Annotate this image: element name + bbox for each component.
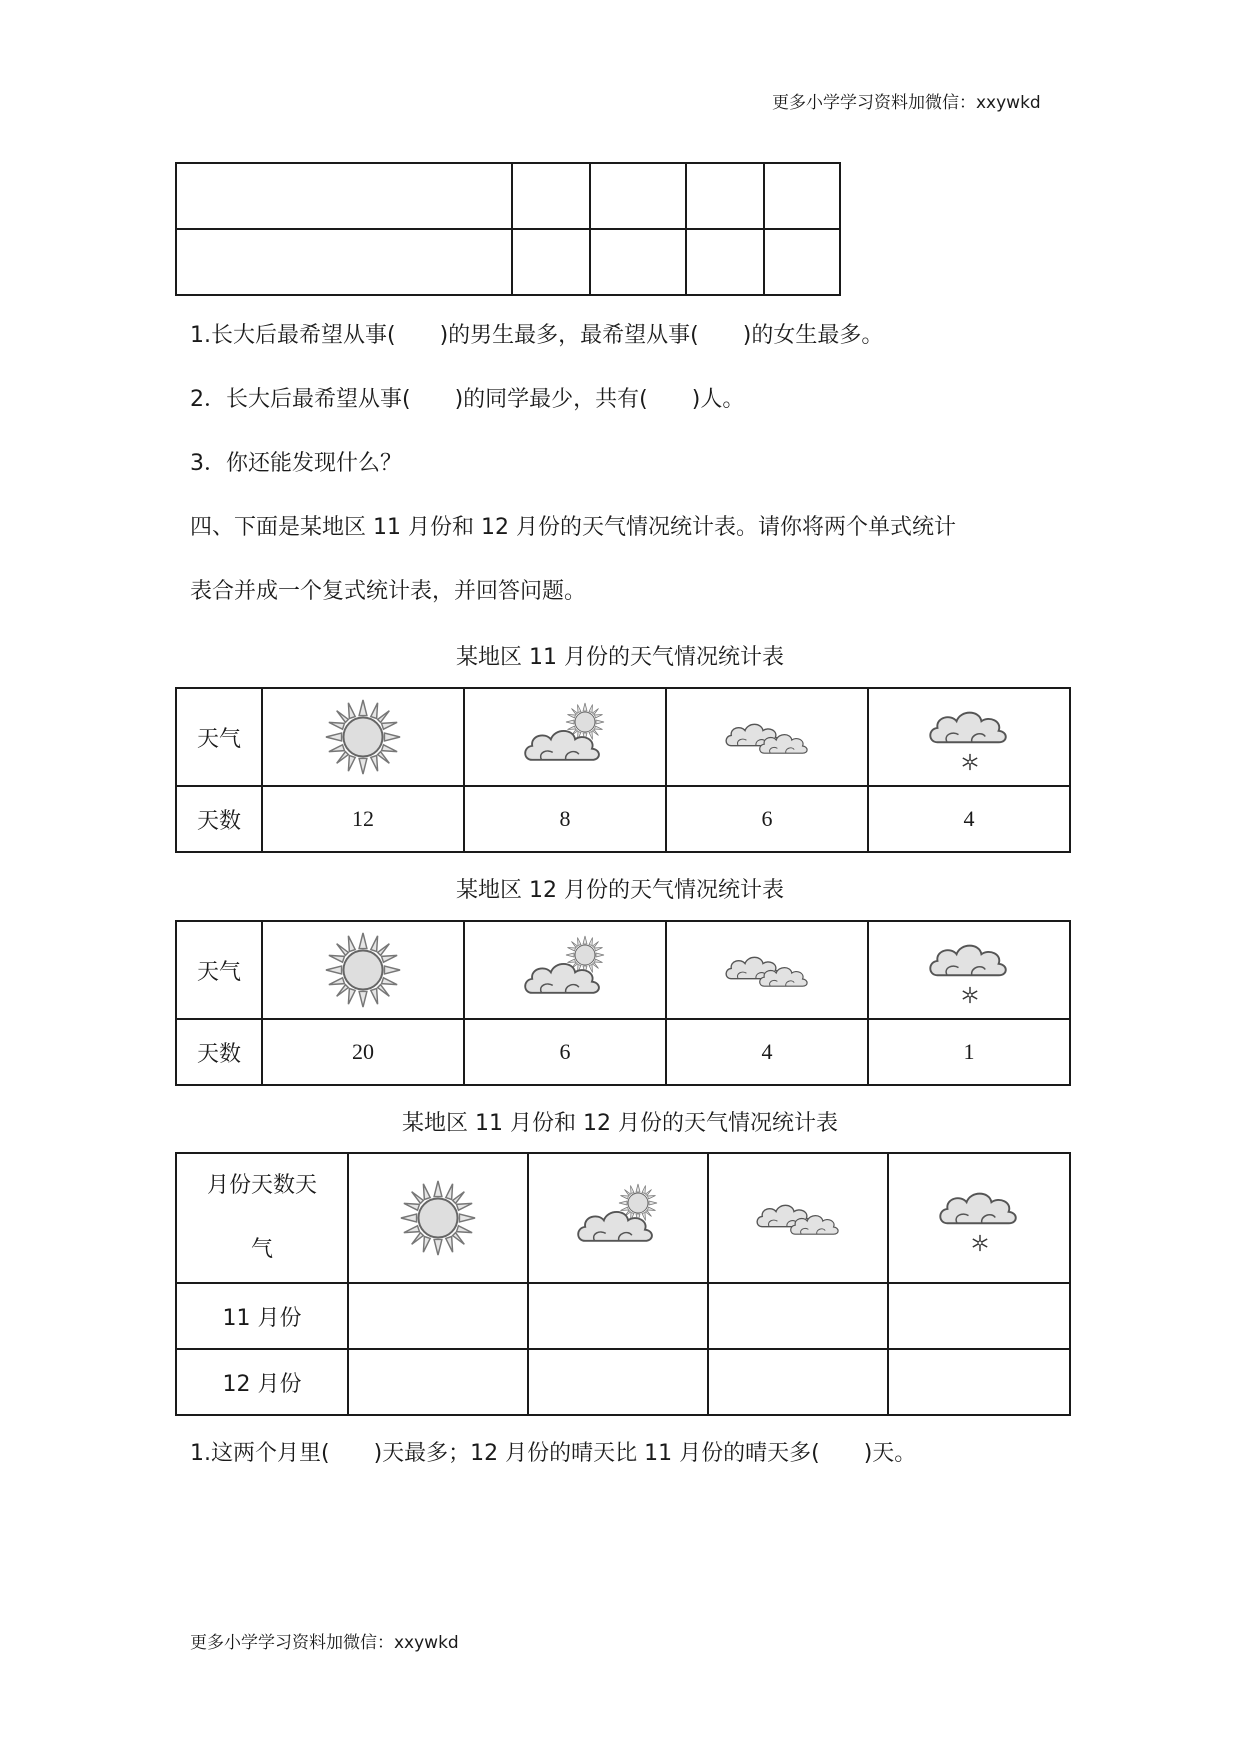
cloudy-icon (721, 945, 813, 995)
dec-weather-table (175, 920, 1071, 1086)
dec-partly-cloudy-days: 6 (464, 1019, 666, 1085)
combined-blank-cell (528, 1349, 708, 1415)
snow-icon (934, 1180, 1024, 1256)
nov-table-caption: 某地区 11 月份的天气情况统计表 (456, 645, 784, 670)
combined-blank-cell (348, 1349, 528, 1415)
section4-intro-line1: 四、下面是某地区 11 月份和 12 月份的天气情况统计表。请你将两个单式统计 (190, 515, 956, 540)
combined-cloudy-cell (708, 1153, 888, 1283)
dec-weather-label: 天气 (176, 921, 262, 1019)
combined-header-cell (176, 1153, 348, 1283)
question-2: 2．长大后最希望从事( )的同学最少，共有( )人。 (190, 387, 745, 412)
nov-partly-cloudy-days: 8 (464, 786, 666, 852)
blank-cell (686, 163, 764, 229)
blank-cell (686, 229, 764, 295)
combined-blank-cell (888, 1349, 1070, 1415)
blank-cell (512, 229, 590, 295)
combined-blank-cell (708, 1349, 888, 1415)
dec-snow-cell (868, 921, 1070, 1019)
blank-cell (176, 163, 512, 229)
dec-days-label: 天数 (176, 1019, 262, 1085)
nov-sunny-days: 12 (262, 786, 464, 852)
sun-behind-cloud-icon (572, 1183, 664, 1253)
snow-icon (924, 932, 1014, 1008)
combined-dec-label: 12 月份 (176, 1349, 348, 1415)
dec-snow-days: 1 (868, 1019, 1070, 1085)
combined-weather-table (175, 1152, 1071, 1416)
combined-nov-label: 11 月份 (176, 1283, 348, 1349)
cloudy-icon (721, 712, 813, 762)
sun-icon (399, 1179, 477, 1257)
final-question: 1.这两个月里( )天最多；12 月份的晴天比 11 月份的晴天多( )天。 (190, 1441, 917, 1466)
combined-header-line2: 气 (250, 1237, 273, 1262)
blank-cell (590, 163, 686, 229)
dec-sunny-days: 20 (262, 1019, 464, 1085)
section4-intro-line2: 表合并成一个复式统计表，并回答问题。 (190, 579, 587, 604)
blank-cell (176, 229, 512, 295)
dec-partly-cloudy-cell (464, 921, 666, 1019)
nov-weather-label: 天气 (176, 688, 262, 786)
combined-header-line1: 月份天数天 (206, 1173, 317, 1198)
question-3: 3．你还能发现什么？ (190, 451, 402, 476)
nov-weather-table (175, 687, 1071, 853)
cloudy-icon (752, 1193, 844, 1243)
question-1: 1.长大后最希望从事( )的男生最多，最希望从事( )的女生最多。 (190, 323, 884, 348)
blank-cell (764, 229, 840, 295)
dec-cloudy-days: 4 (666, 1019, 868, 1085)
combined-sun-cell (348, 1153, 528, 1283)
blank-cell (764, 163, 840, 229)
nov-days-label: 天数 (176, 786, 262, 852)
combined-snow-cell (888, 1153, 1070, 1283)
nov-snow-cell (868, 688, 1070, 786)
dec-table-caption: 某地区 12 月份的天气情况统计表 (456, 878, 784, 903)
sun-behind-cloud-icon (519, 702, 611, 772)
combined-blank-cell (348, 1283, 528, 1349)
dec-sun-cell (262, 921, 464, 1019)
sun-icon (324, 931, 402, 1009)
combined-partly-cloudy-cell (528, 1153, 708, 1283)
dec-cloudy-cell (666, 921, 868, 1019)
snow-icon (924, 699, 1014, 775)
header-note: 更多小学学习资料加微信：xxywkd (772, 93, 1041, 113)
blank-survey-table (175, 162, 841, 296)
footer-note: 更多小学学习资料加微信：xxywkd (190, 1633, 459, 1653)
blank-cell (590, 229, 686, 295)
nov-partly-cloudy-cell (464, 688, 666, 786)
nov-cloudy-days: 6 (666, 786, 868, 852)
nov-sun-cell (262, 688, 464, 786)
nov-cloudy-cell (666, 688, 868, 786)
combined-blank-cell (888, 1283, 1070, 1349)
sun-icon (324, 698, 402, 776)
combined-blank-cell (708, 1283, 888, 1349)
blank-cell (512, 163, 590, 229)
nov-snow-days: 4 (868, 786, 1070, 852)
combined-table-caption: 某地区 11 月份和 12 月份的天气情况统计表 (402, 1111, 838, 1136)
sun-behind-cloud-icon (519, 935, 611, 1005)
combined-blank-cell (528, 1283, 708, 1349)
